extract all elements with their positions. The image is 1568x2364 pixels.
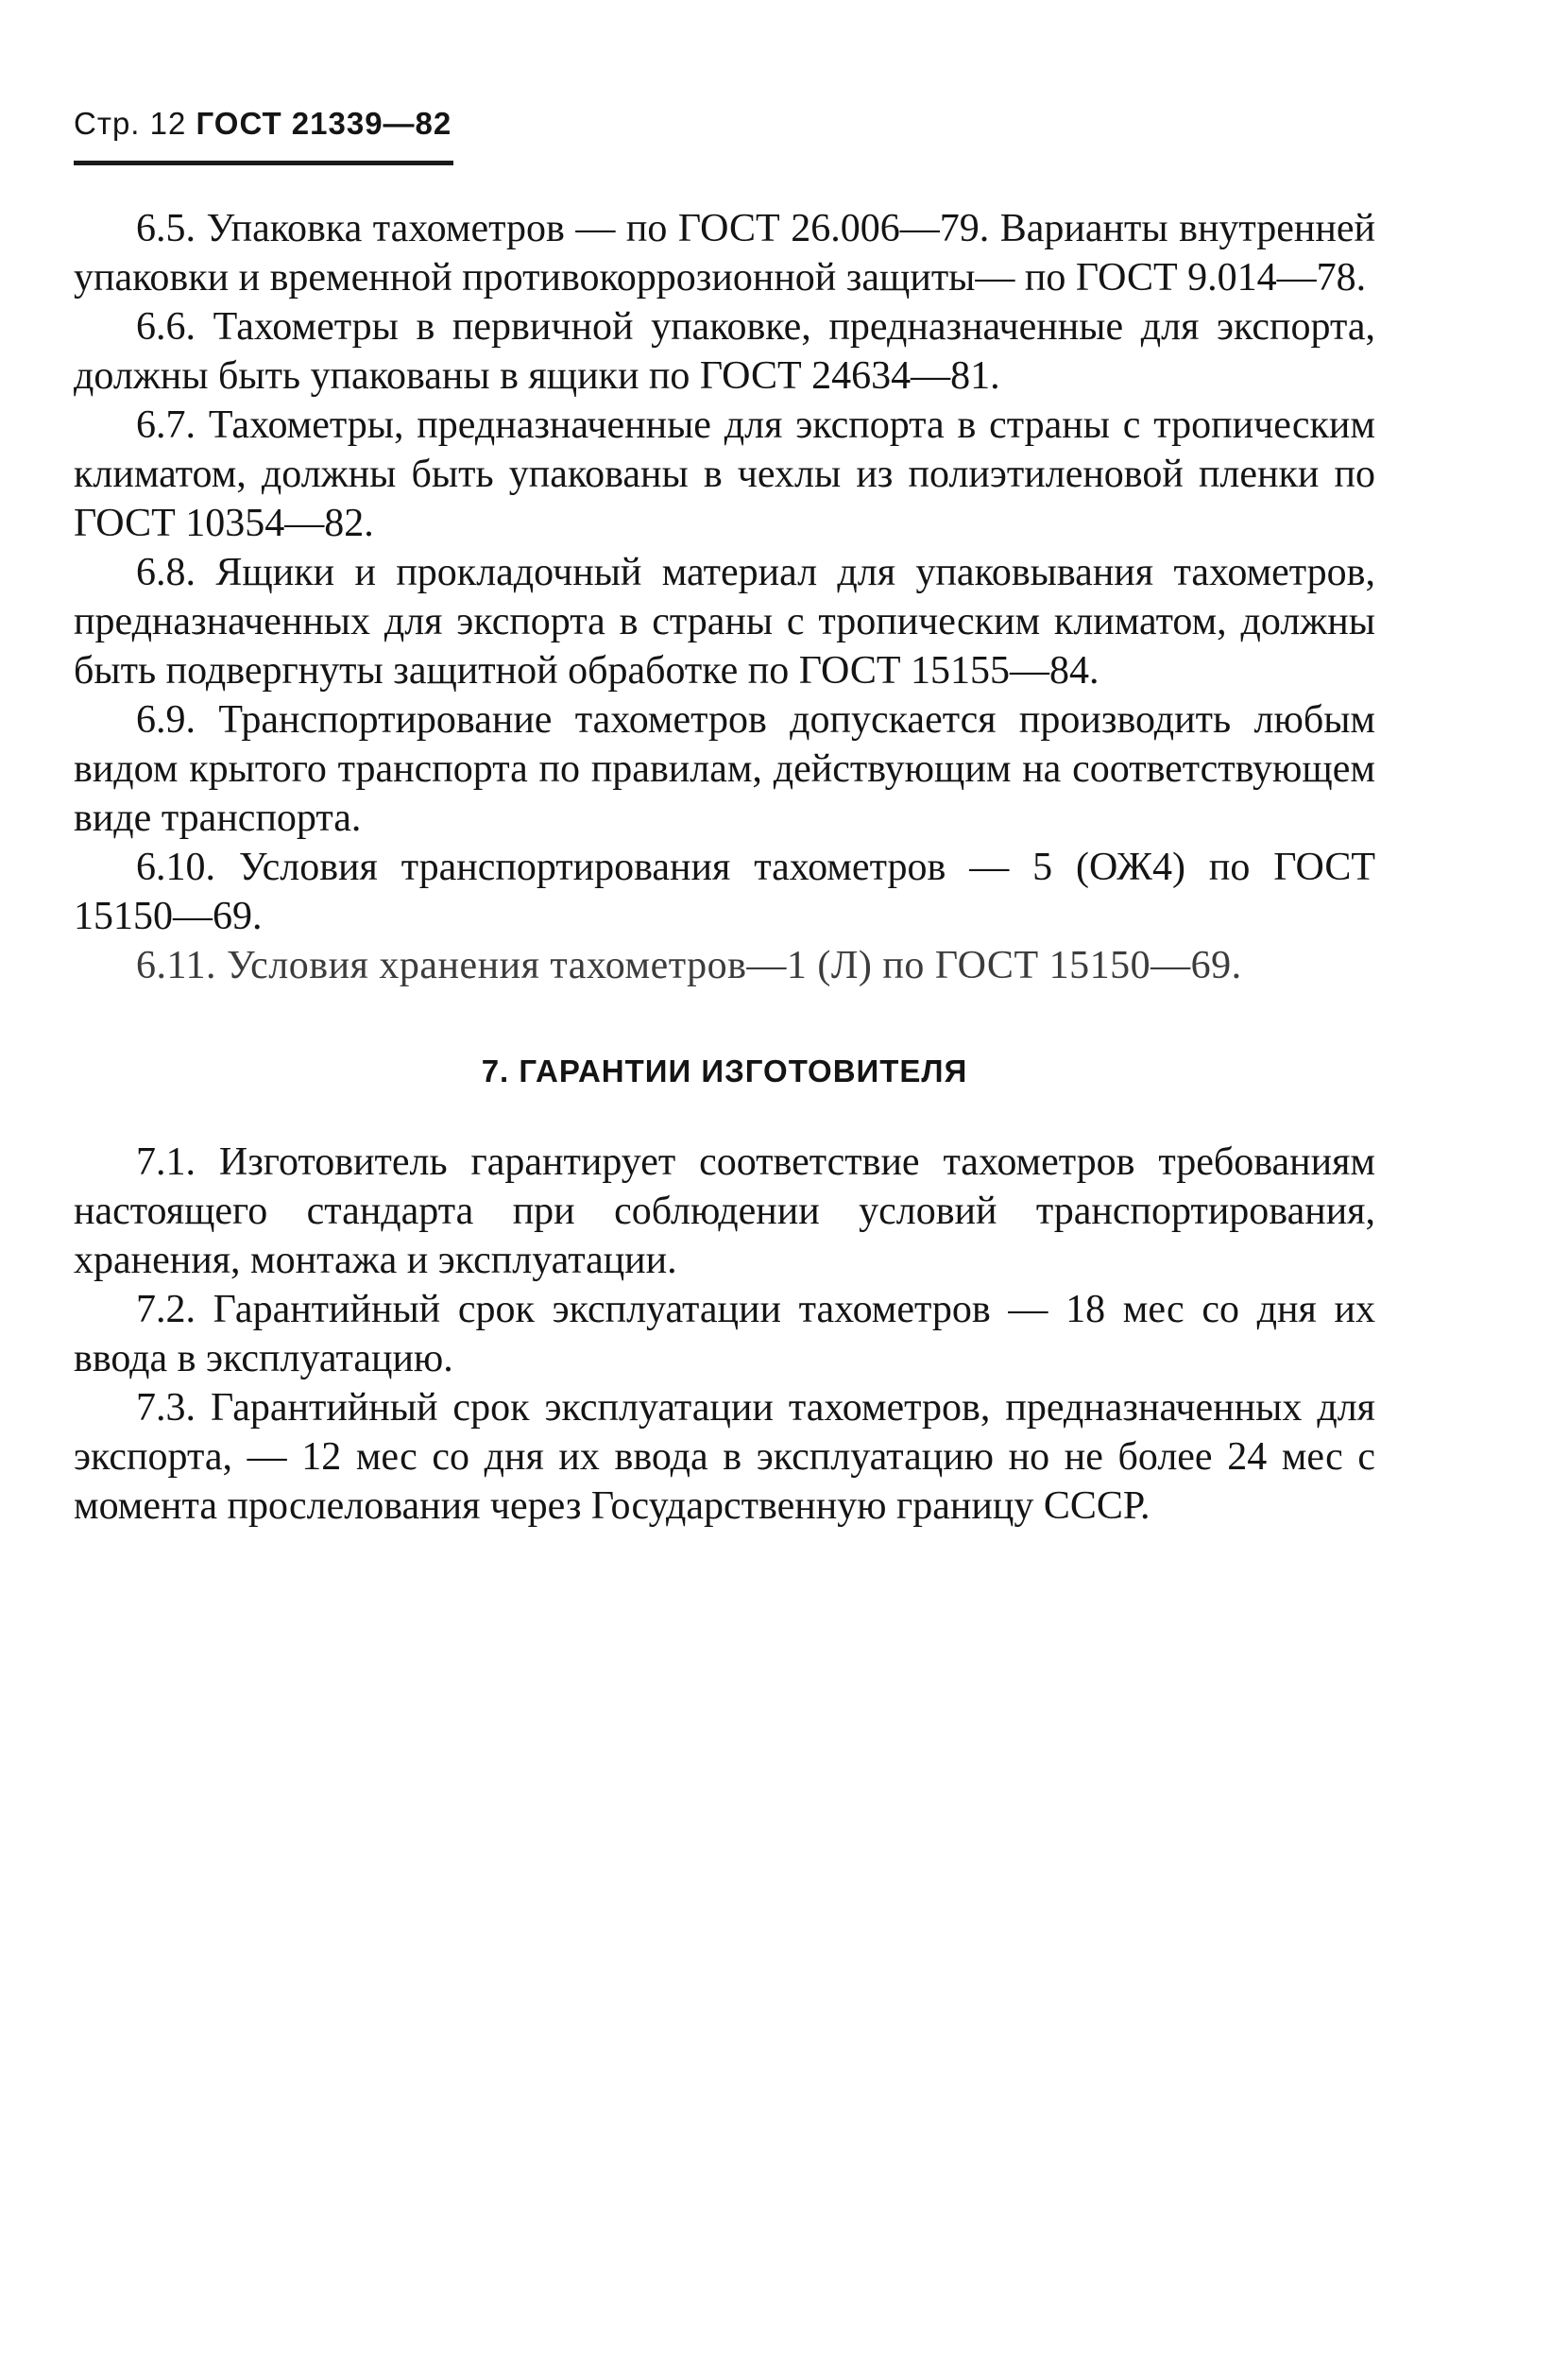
paragraph-6-10: 6.10. Условия транспортирования тахометров — 5 (ОЖ4) по ГОСТ 15150—69. [74,846,1375,938]
paragraph-6-9: 6.9. Транспортирование тахометров допускается производить любым видом крытого транспорта по правилам, действующим на соответствующем виде транспорта. [74,698,1375,840]
section-6 [74,204,1375,990]
header-rule [74,161,453,165]
section-7-title: 7. ГАРАНТИИ ИЗГОТОВИТЕЛЯ [481,1054,968,1088]
paragraph-7-2: 7.2. Гарантийный срок эксплуатации тахометров — 18 мес со дня их ввода в эксплуатацию. [74,1288,1375,1380]
page-header [74,106,452,142]
paragraph-6-7: 6.7. Тахометры, предназначенные для экспорта в страны с тропическим климатом, должны быть упакованы в чехлы из полиэтиленовой пленки по ГОСТ 10354—82. [74,403,1375,545]
paragraph-6-5: 6.5. Упаковка тахометров — по ГОСТ 26.006—79. Варианты внутренней упаковки и временной противокоррозионной защиты— по ГОСТ 9.014—78. [74,207,1375,300]
paragraph-6-11: 6.11. Условия хранения тахометров—1 (Л) по ГОСТ 15150—69. [136,944,1242,987]
page-number: Стр. 12 [74,106,187,141]
paragraph-7-1: 7.1. Изготовитель гарантирует соответствие тахометров требованиям настоящего стандарта при соблюдении условий транспортирования, хранения, монтажа и эксплуатации. [74,1140,1375,1282]
document-body [74,204,1375,1531]
paragraph-7-3: 7.3. Гарантийный срок эксплуатации тахометров, предназначенных для экспорта, — 12 мес со дня их ввода в эксплуатацию но не более 24 мес с момента прослелования через Государственную границу СССР. [74,1386,1375,1528]
standard-designation: ГОСТ 21339—82 [196,106,452,141]
paragraph-6-8: 6.8. Ящики и прокладочный материал для упаковывания тахометров, предназначенных для экспорта в страны с тропическим климатом, должны быть подвергнуты защитной обработке по ГОСТ 15155—84. [74,551,1375,693]
paragraph-6-6: 6.6. Тахометры в первичной упаковке, предназначенные для экспорта, должны быть упакованы в ящики по ГОСТ 24634—81. [74,305,1375,398]
section-7 [74,1138,1375,1531]
